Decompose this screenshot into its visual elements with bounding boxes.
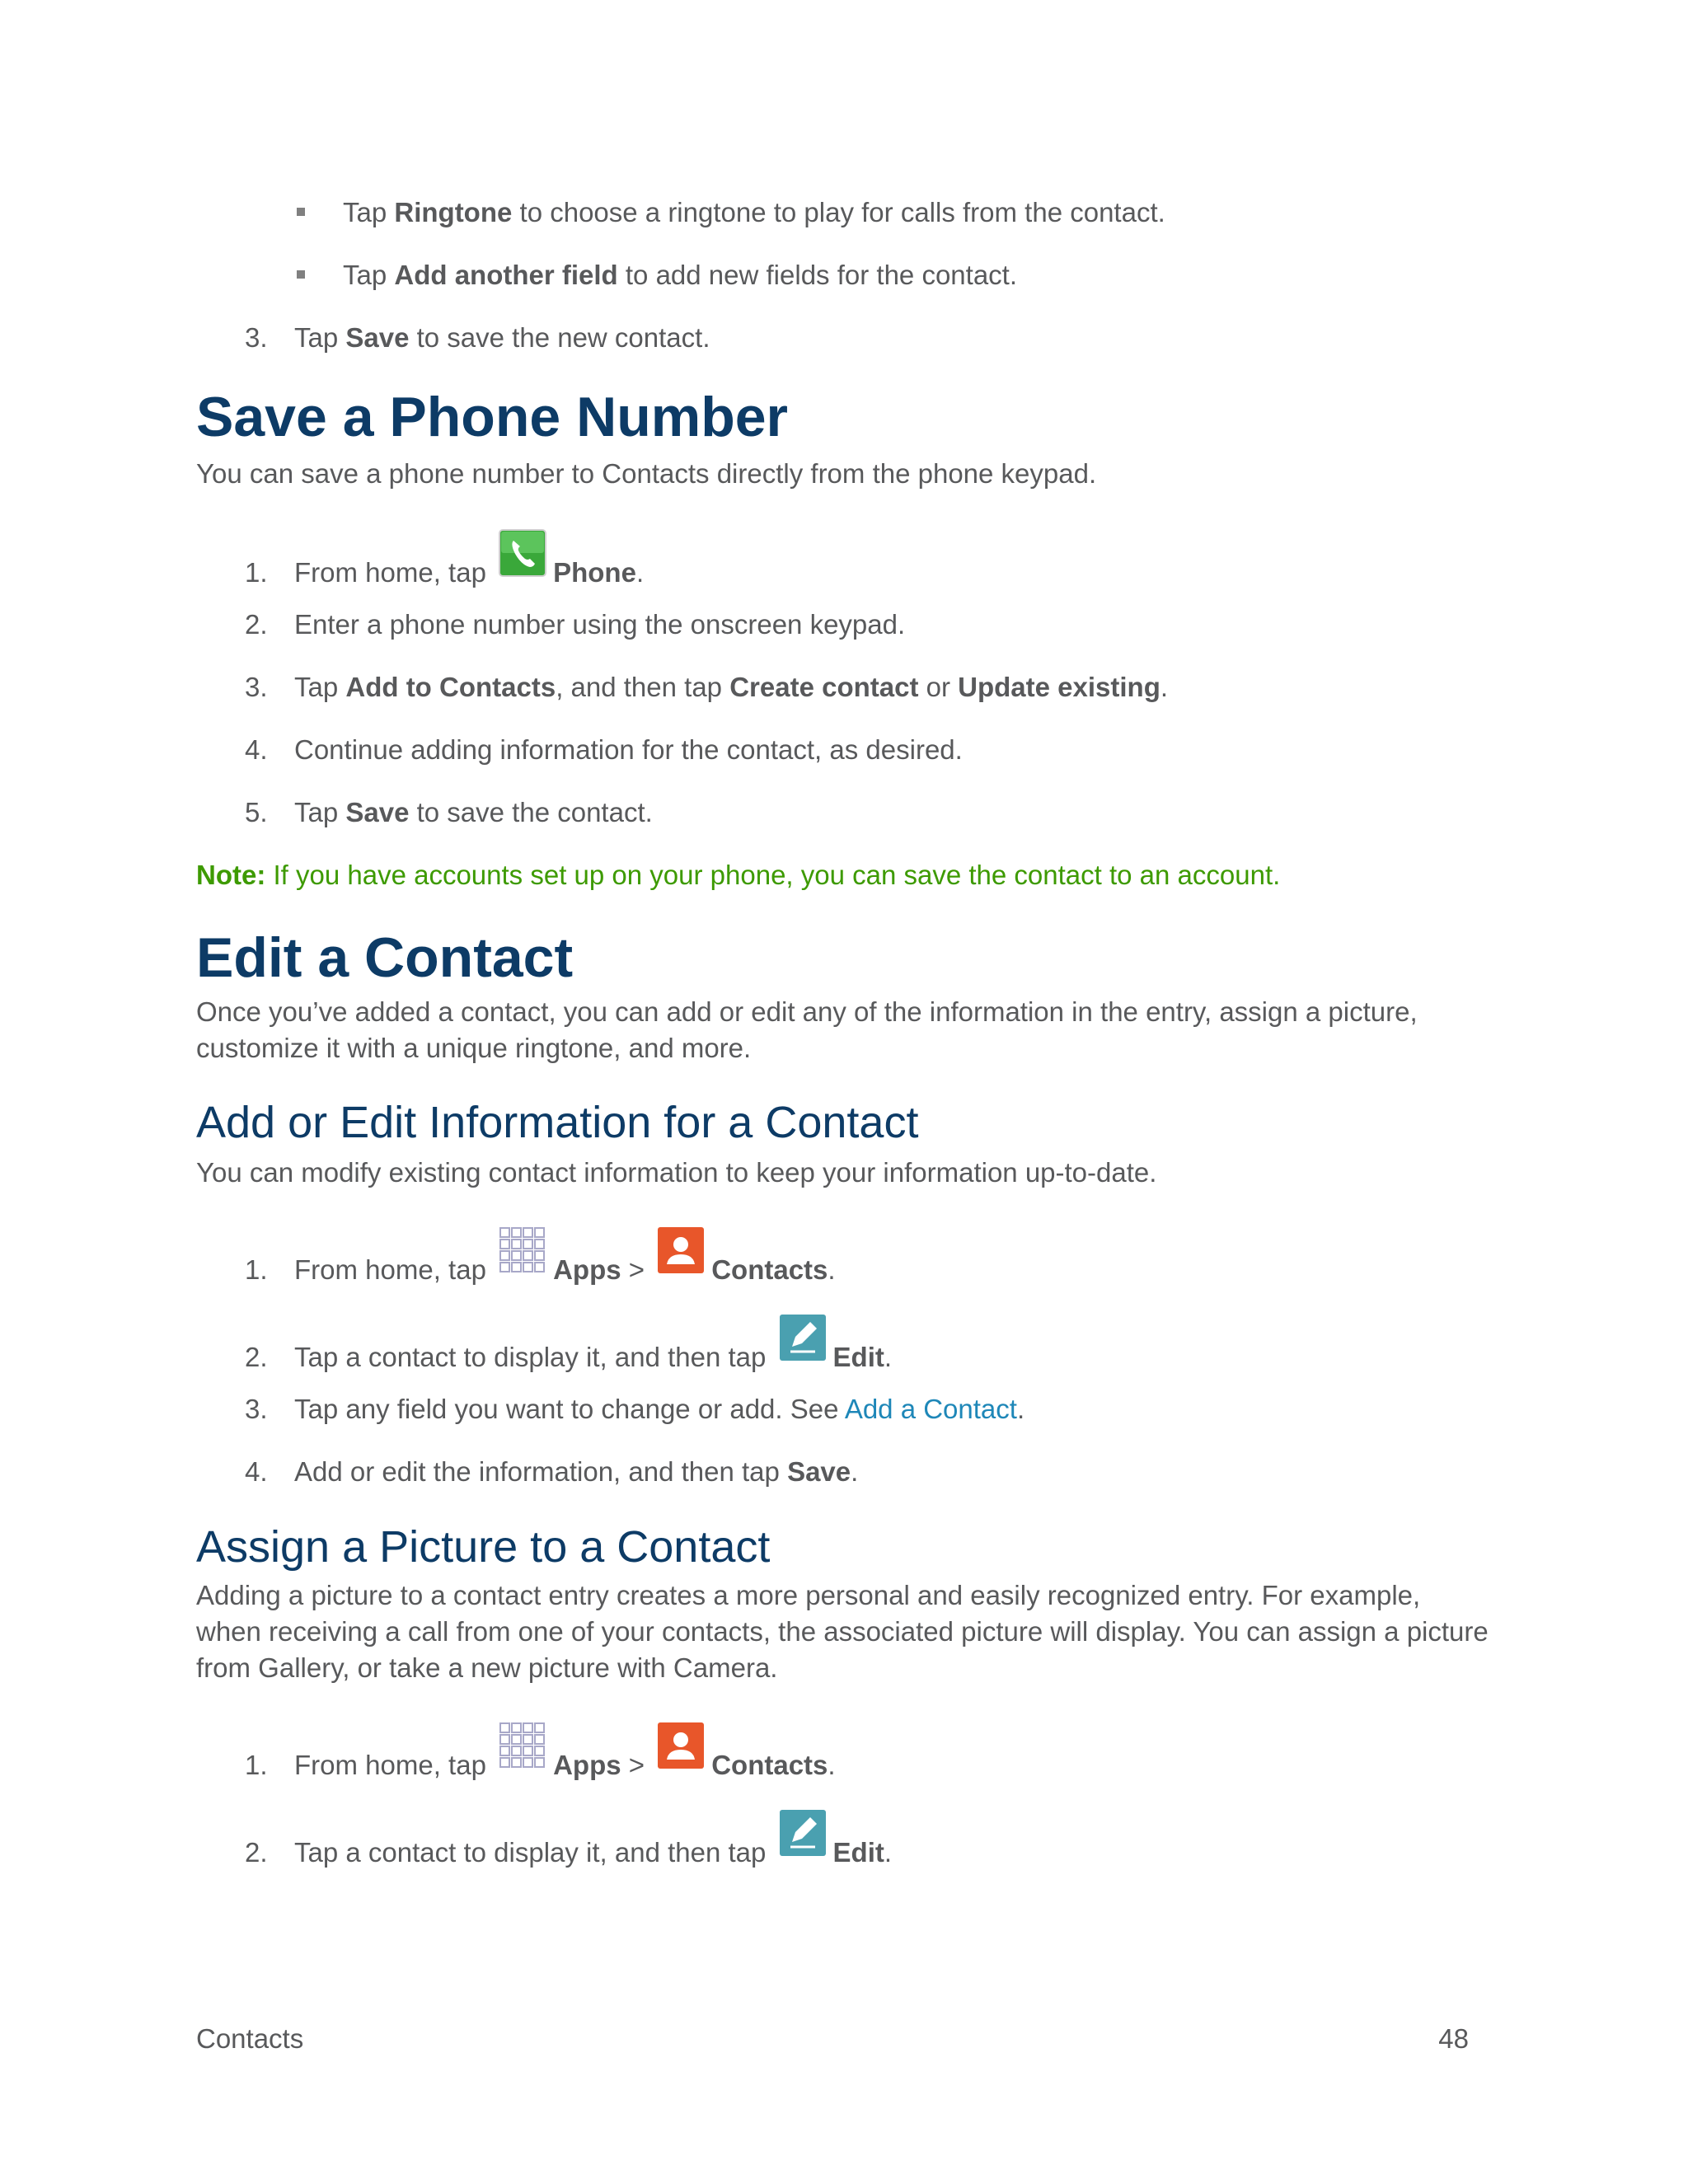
step-save-new-contact: 3. Tap Save to save the new contact. xyxy=(245,322,710,353)
add-edit-step-3: 3. Tap any field you want to change or add. See Add a Contact. xyxy=(245,1394,1025,1424)
edit-pencil-icon xyxy=(779,1809,827,1857)
assign-picture-intro: Adding a picture to a contact entry creates a more personal and easily recognized entry. For example, when receiving a call from one of your contacts, the associated picture will display. You can assign a picture from Gallery, or take a new picture with Camera. xyxy=(196,1580,1489,1683)
bullet-add-field: Tap Add another field to add new fields for the contact. xyxy=(297,259,1017,292)
phone-app-icon xyxy=(499,529,546,577)
save-phone-step-5: 5. Tap Save to save the contact. xyxy=(245,797,653,827)
save-phone-step-3: 3. Tap Add to Contacts, and then tap Create contact or Update existing. xyxy=(245,672,1169,702)
save-phone-step-2: 2. Enter a phone number using the onscreen keypad. xyxy=(245,609,906,640)
add-edit-intro: You can modify existing contact information to keep your information up-to-date. xyxy=(196,1157,1157,1188)
apps-grid-icon xyxy=(499,1226,546,1274)
heading-add-edit-info: Add or Edit Information for a Contact xyxy=(196,1098,919,1147)
save-phone-step-1: 1. From home, tap Phone. xyxy=(245,546,644,593)
bullet-marker xyxy=(297,208,305,216)
bullet-ringtone: Tap Ringtone to choose a ringtone to play for calls from the contact. xyxy=(297,196,1165,229)
page-number: 48 xyxy=(1438,2023,1469,2054)
save-phone-note: Note: If you have accounts set up on your phone, you can save the contact to an account. xyxy=(196,860,1281,890)
apps-grid-icon xyxy=(499,1722,546,1769)
heading-assign-picture: Assign a Picture to a Contact xyxy=(196,1522,771,1572)
assign-picture-step-1: 1. From home, tap Apps > Contacts. xyxy=(245,1738,836,1786)
add-edit-step-4: 4. Add or edit the information, and then tap Save. xyxy=(245,1456,859,1487)
heading-save-phone-number: Save a Phone Number xyxy=(196,386,789,448)
add-edit-step-2: 2. Tap a contact to display it, and then tap Edit. xyxy=(245,1330,892,1378)
bullet-marker xyxy=(297,270,305,279)
edit-pencil-icon xyxy=(779,1314,827,1361)
heading-edit-contact: Edit a Contact xyxy=(196,926,574,989)
add-a-contact-link[interactable]: Add a Contact xyxy=(844,1394,1017,1424)
edit-contact-intro: Once you’ve added a contact, you can add or edit any of the information in the entry, assign a picture, customize it with a unique ringtone, and more. xyxy=(196,996,1418,1063)
save-phone-intro: You can save a phone number to Contacts directly from the phone keypad. xyxy=(196,458,1097,489)
add-edit-step-1: 1. From home, tap Apps > Contacts. xyxy=(245,1243,836,1291)
footer-section: Contacts xyxy=(196,2023,304,2054)
contacts-app-icon xyxy=(657,1722,705,1769)
assign-picture-step-2: 2. Tap a contact to display it, and then tap Edit. xyxy=(245,1825,892,1873)
save-phone-step-4: 4. Continue adding information for the contact, as desired. xyxy=(245,734,963,765)
contacts-app-icon xyxy=(657,1226,705,1274)
